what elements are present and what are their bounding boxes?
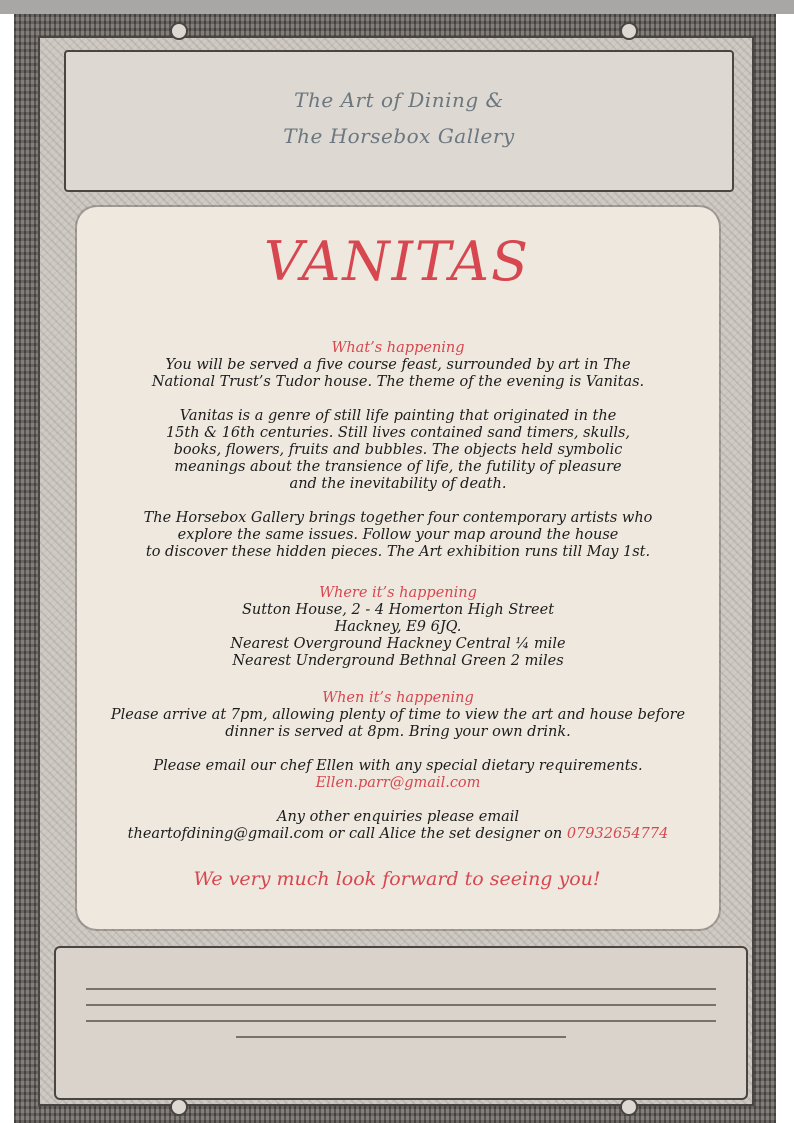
where-line3: Nearest Overground Hackney Central ¼ mile xyxy=(230,636,566,652)
script-line xyxy=(86,1004,716,1006)
what-p3-line3: to discover these hidden pieces. The Art exhibition runs till May 1st. xyxy=(145,544,651,560)
where-heading: Where it’s happening xyxy=(319,585,477,601)
header-line-2: The Horsebox Gallery xyxy=(283,124,515,148)
when-heading: When it’s happening xyxy=(322,690,474,706)
event-title: VANITAS xyxy=(264,230,530,293)
footer-scroll-ornament xyxy=(54,946,748,1100)
what-p2-line1: Vanitas is a genre of still life painting that originated in the xyxy=(179,408,617,424)
script-line xyxy=(86,1020,716,1022)
closing-message: We very much look forward to seeing you! xyxy=(193,868,601,890)
enquiry-line2 xyxy=(80,826,716,843)
where-section xyxy=(80,585,716,670)
scroll-script-decoration xyxy=(86,974,716,1074)
when-line2: dinner is served at 8pm. Bring your own drink. xyxy=(225,724,571,740)
what-p1-line1: You will be served a five course feast, surrounded by art in The xyxy=(165,357,631,373)
ornament-knob-icon xyxy=(620,22,638,40)
top-bar xyxy=(0,0,794,14)
enquiry-line2-text: theartofdining@gmail.com or call Alice the set designer on xyxy=(127,826,567,842)
diet-line1: Please email our chef Ellen with any special dietary requirements. xyxy=(153,758,643,774)
ornament-knob-icon xyxy=(620,1098,638,1116)
what-p3-line1: The Horsebox Gallery brings together four contemporary artists who xyxy=(143,510,653,526)
what-heading: What’s happening xyxy=(331,340,465,356)
chef-email-link[interactable]: Ellen.parr@gmail.com xyxy=(315,775,481,791)
what-p3-line2: explore the same issues. Follow your map around the house xyxy=(177,527,619,543)
what-section xyxy=(80,340,716,561)
what-p2-line4: meanings about the transience of life, the futility of pleasure xyxy=(174,459,622,475)
script-line xyxy=(236,1036,566,1038)
header-cartouche xyxy=(64,50,734,192)
ornament-knob-icon xyxy=(170,1098,188,1116)
when-section xyxy=(80,690,716,843)
when-line1: Please arrive at 7pm, allowing plenty of time to view the art and house before xyxy=(110,707,686,723)
header-line-1: The Art of Dining & xyxy=(294,88,504,112)
what-p2-line5: and the inevitability of death. xyxy=(289,476,507,492)
where-line1: Sutton House, 2 - 4 Homerton High Street xyxy=(241,602,555,618)
ornament-knob-icon xyxy=(170,22,188,40)
enquiry-line1: Any other enquiries please email xyxy=(276,809,520,825)
what-p2-line3: books, flowers, fruits and bubbles. The objects held symbolic xyxy=(173,442,623,458)
what-p2-line2: 15th & 16th centuries. Still lives contained sand timers, skulls, xyxy=(165,425,631,441)
phone-number-link[interactable]: 07932654774 xyxy=(566,826,669,842)
where-line4: Nearest Underground Bethnal Green 2 miles xyxy=(232,653,564,669)
where-line2: Hackney, E9 6JQ. xyxy=(334,619,462,635)
what-p1-line2: National Trust’s Tudor house. The theme of the evening is Vanitas. xyxy=(151,374,645,390)
script-line xyxy=(86,988,716,990)
